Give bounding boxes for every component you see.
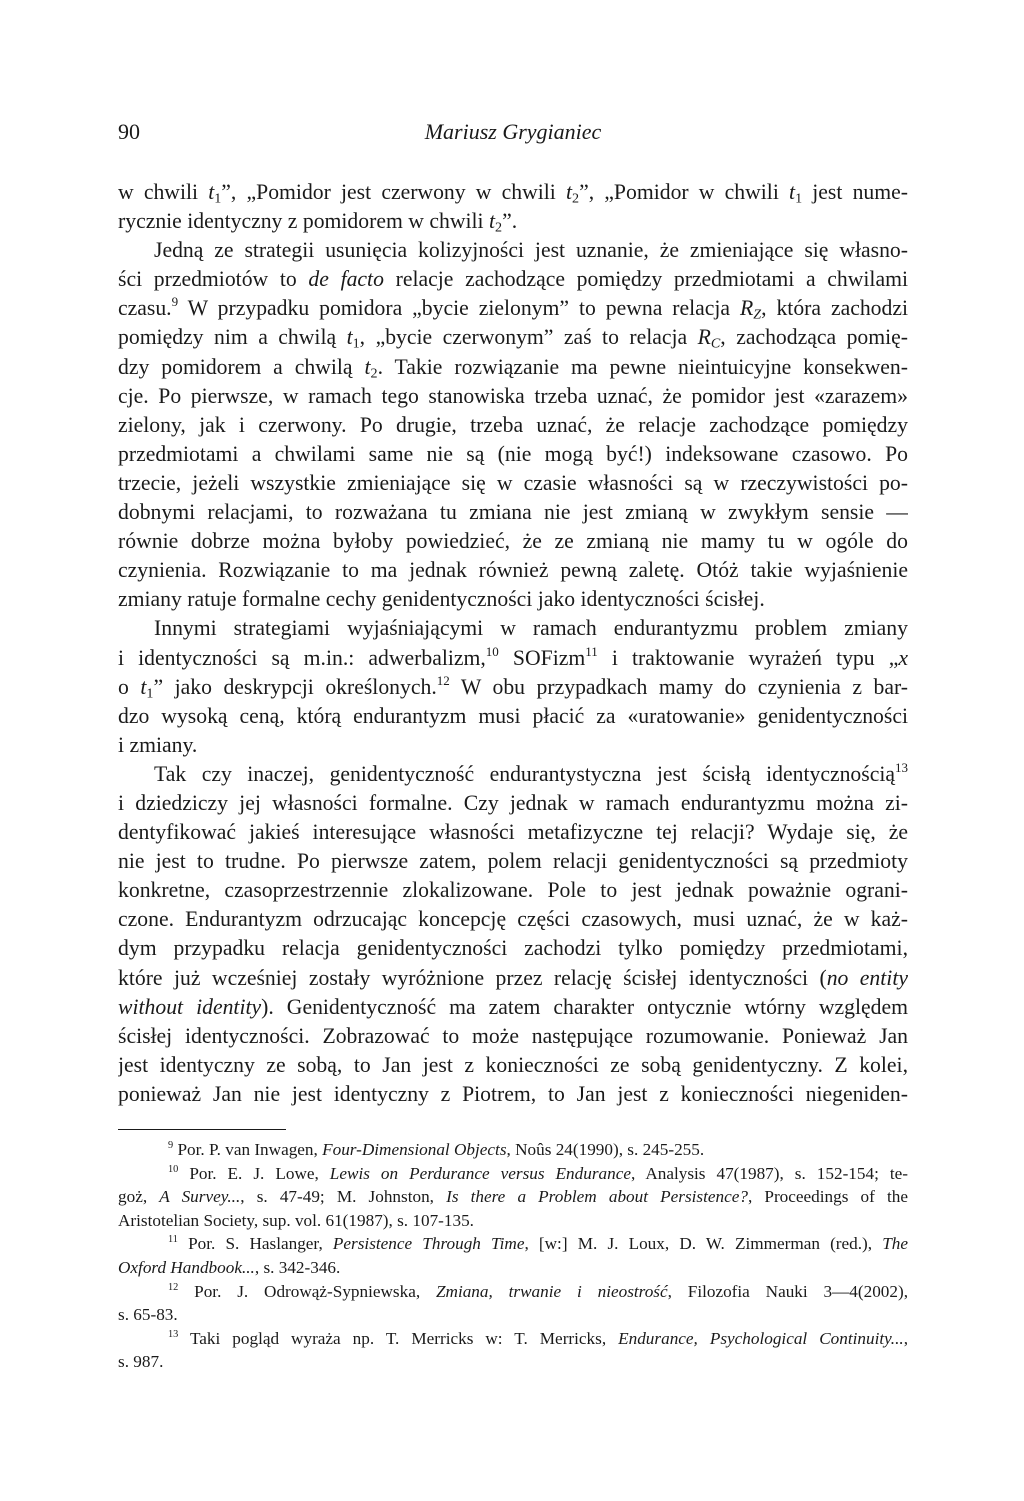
text-line: cje. Po pierwsze, w ramach tego stanowiska trzeba uznać, że pomidor jest «zarazem» [118, 383, 908, 408]
text-line: zielony, jak i czerwony. Po drugie, trzeba uznać, że relacje zachodzące pomiędzy [118, 412, 908, 437]
text-line: zmiany ratuje formalne cechy genidentyczności jako identyczności ścisłej. [118, 587, 765, 612]
text-line: czasu.$^9$ W przypadku pomidora „bycie zielonym” to pewna relacja $R_Z$, która zachodzi [118, 294, 908, 323]
text-line: jest identyczny ze sobą, to Jan jest z konieczności ze sobą genidentyczny. Z kolei, [118, 1052, 908, 1077]
text-line: ści przedmiotów to de facto relacje zachodzące pomiędzy przedmiotami a chwilami [118, 267, 908, 292]
footnote-13: $^{13}$ Taki pogląd wyraża np. T. Merricks w: T. Merricks, Endurance, Psychological Continuity..., s. 987. [118, 1328, 908, 1372]
text-line: które już wcześniej zostały wyróżnione przez relację ścisłej identyczności (no entity [118, 965, 908, 990]
text-line: i identyczności są m.in.: adwerbalizm,$^{10}$ SOFizm$^{11}$ i traktowanie wyrażeń typu „x [118, 643, 908, 670]
text-line: without identity). Genidentyczność ma zatem charakter ontycznie wtórny względem [118, 994, 908, 1019]
footnote-ref: 10 [485, 643, 499, 659]
footnote-separator [118, 1129, 286, 1130]
text-line: ponieważ Jan nie jest identyczny z Piotrem, to Jan jest z konieczności niegeniden- [118, 1081, 908, 1106]
footnotes [118, 1138, 908, 1374]
main-text [118, 178, 908, 1109]
text-line: Innymi strategiami wyjaśniającymi w ramach endurantyzmu problem zmiany [154, 616, 908, 641]
text-line: dzo wysoką ceną, którą endurantyzm musi płacić za «uratowanie» genidentyczności [118, 703, 908, 728]
paragraph-2 [118, 236, 908, 614]
text-line: pomiędzy nim a chwilą $t_1$, „bycie czerwonym” zaś to relacja $R_C$, zachodząca pomię- [118, 325, 908, 352]
page-number: 90 [118, 119, 140, 144]
text-line: dentyfikować jakieś interesujące własności metafizyczne tej relacji? Wydaje się, że [118, 820, 908, 845]
text-line: ścisłej identyczności. Zobrazować to może następujące rozumowanie. Ponieważ Jan [118, 1023, 908, 1048]
text-line: czynienia. Rozwiązanie to ma jednak również pewną zaletę. Otóż takie wyjaśnienie [118, 558, 908, 583]
footnote-ref: 9 [171, 294, 179, 310]
text-line: o $t_1$” jako deskrypcji określonych.$^{12}$ W obu przypadkach mamy do czynienia z bar- [118, 672, 908, 702]
footnote-ref: 11 [585, 643, 598, 659]
footnote-9: $^9$ Por. P. van Inwagen, Four-Dimensional Objects, Noûs 24(1990), s. 245-255. [168, 1139, 705, 1159]
footnote-11: $^{11}$ Por. S. Haslanger, Persistence Through Time, [w:] M. J. Loux, D. W. Zimmerman (red.), The Oxford Handbook..., s. 342-346. [118, 1234, 908, 1277]
text-line: konkretne, czasoprzestrzennie zlokalizowane. Pole to jest jednak poważnie ograni- [118, 878, 908, 903]
paragraph-3 [118, 614, 908, 759]
text-line: dzy pomidorem a chwilą $t_2$. Takie rozwiązanie ma pewne nieintuicyjne konsekwen- [118, 354, 908, 382]
text-line: rycznie identyczny z pomidorem w chwili $t_2$”. [118, 209, 518, 236]
text-line: przedmiotami a chwilami same nie są (nie mogą być!) indeksowane czasowo. Po [118, 441, 908, 466]
text-line: dym przypadku relacja genidentyczności zachodzi tylko pomiędzy przedmiotami, [118, 936, 908, 961]
footnote-12: $^{12}$ Por. J. Odrowąż-Sypniewska, Zmiana, trwanie i nieostrość, Filozofia Nauki 3—4(2002), s. 65-83. [118, 1281, 908, 1325]
text-line: Tak czy inaczej, genidentyczność endurantystyczna jest ścisłą identycznością$^{13}$ [154, 759, 908, 786]
footnote-ref: 12 [436, 672, 450, 688]
running-title: Mariusz Grygianiec [424, 119, 602, 144]
footnote-ref: 13 [894, 759, 908, 775]
text-line: i zmiany. [118, 732, 198, 757]
text-line: czone. Endurantyzm odrzucając koncepcję części czasowych, musi uznać, że w każ- [118, 907, 908, 932]
text-line: w chwili $t_1$”, „Pomidor jest czerwony w chwili $t_2$”, „Pomidor w chwili $t_1$ jest nume- [118, 180, 908, 207]
text-line: dobnymi relacjami, to rozważana tu zmiana nie jest zmianą w zwykłym sensie — [118, 500, 908, 525]
footnote-10: $^{10}$ Por. E. J. Lowe, Lewis on Perdurance versus Endurance, Analysis 47(1987), s. 152-154; te- goż, A Survey..., s. 47-49; M. Johnston, Is there a Problem about Persistence?, Proceedings of the Aristotelian Society, sup. vol. 61(1987), s. 107-135. [118, 1163, 908, 1230]
text-line: nie jest to trudne. Po pierwsze zatem, polem relacji genidentyczności są przedmioty [118, 849, 908, 874]
text-line: i dziedziczy jej własności formalne. Czy jednak w ramach endurantyzmu można zi- [118, 790, 908, 815]
paragraph-1 [118, 178, 908, 236]
text-line: trzecie, jeżeli wszystkie zmieniające się w czasie własności są w rzeczywistości po- [118, 470, 908, 495]
paragraph-4 [118, 760, 908, 1109]
text-line: równie dobrze można byłoby powiedzieć, że ze zmianą nie mamy tu w ogóle do [118, 529, 908, 554]
text-line: Jedną ze strategii usunięcia kolizyjności jest uznanie, że zmieniające się własno- [154, 238, 908, 263]
page-header [118, 118, 908, 146]
